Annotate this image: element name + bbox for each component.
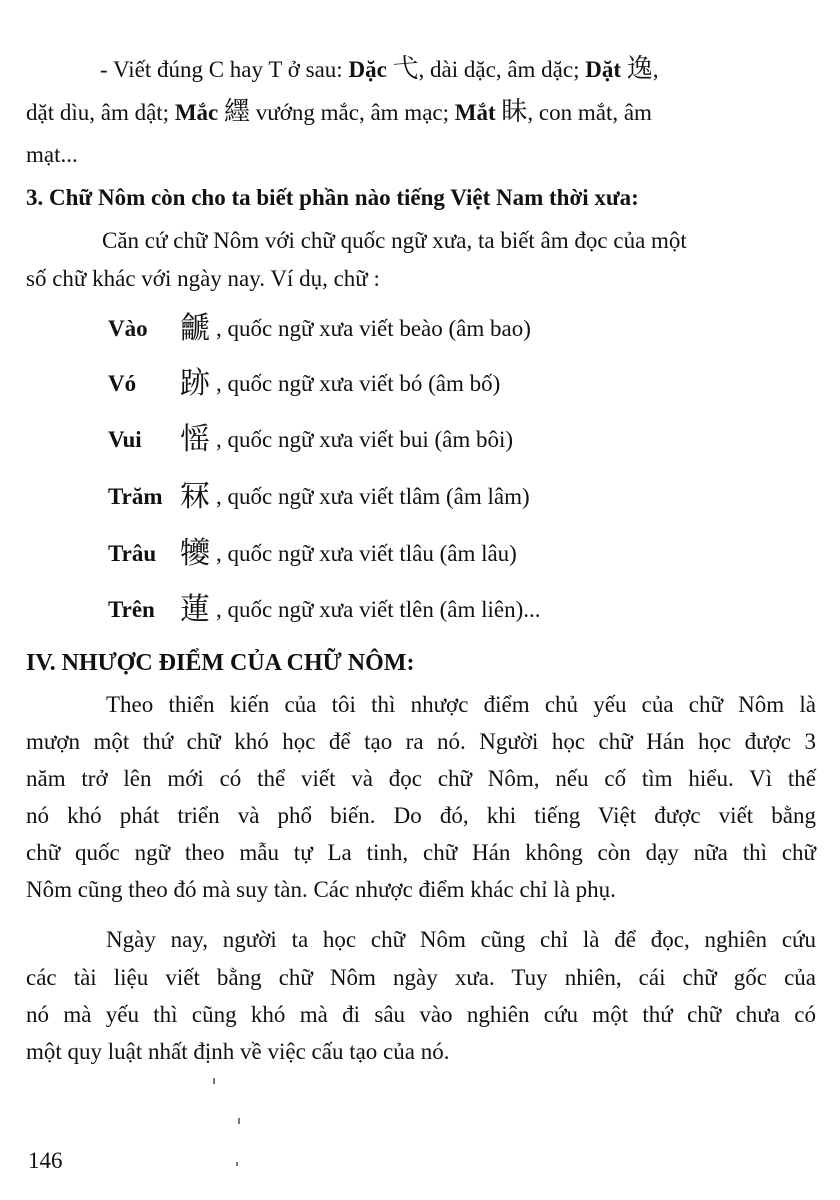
example-han-char: 愮 (180, 422, 210, 457)
section-4-para-1-line: mượn một thứ chữ khó học để tạo ra nó. Người học chữ Hán học được 3 (26, 729, 816, 754)
intro-line-2 (26, 97, 652, 128)
example-row (108, 366, 501, 401)
example-word: Trăm (108, 484, 163, 509)
example-han-char: 犪 (180, 536, 210, 571)
han-char-dac: 弋 (392, 54, 419, 84)
section-3-para-line-1: Căn cứ chữ Nôm với chữ quốc ngữ xưa, ta biết âm đọc của một (102, 228, 687, 253)
intro-line-3 (26, 140, 78, 170)
example-row (108, 479, 530, 514)
example-row (108, 422, 514, 457)
example-text: , quốc ngữ xưa viết bó (âm bố) (216, 371, 501, 396)
example-text: , quốc ngữ xưa viết tlâm (âm lâm) (216, 484, 530, 509)
section-4-para-2-line: Ngày nay, người ta học chữ Nôm cũng chỉ là để đọc, nghiên cứu (106, 927, 816, 952)
example-word: Vào (108, 316, 148, 341)
example-row (108, 592, 541, 627)
han-char-mac: 纆 (224, 97, 251, 127)
scan-speck (236, 1162, 238, 1166)
intro-text-1: , dài dặc, âm dặc; (418, 57, 586, 82)
example-text: , quốc ngữ xưa viết tlên (âm liên)... (216, 597, 541, 622)
word-mac: Mắc (174, 100, 219, 125)
intro-text-6: mạt... (26, 142, 78, 167)
example-word: Vui (108, 427, 142, 452)
section-4-para-2-line: một quy luật nhất định về việc cấu tạo của nó. (26, 1039, 450, 1064)
example-row (108, 536, 517, 571)
section-3-para-line-2: số chữ khác với ngày nay. Ví dụ, chữ : (26, 266, 380, 291)
word-dac: Dặc (348, 57, 387, 82)
scan-speck (213, 1078, 215, 1084)
section-4-para-1-line: năm trở lên mới có thể viết và đọc chữ Nôm, nếu cố tìm hiểu. Vì thế (26, 766, 816, 791)
section-4-para-1-line: Theo thiển kiến của tôi thì nhược điểm chủ yếu của chữ Nôm là (106, 692, 816, 717)
example-han-char: 䶵 (180, 311, 210, 346)
example-row (108, 311, 531, 346)
example-word: Trên (108, 597, 155, 622)
word-mat: Mắt (454, 100, 496, 125)
example-word: Vó (108, 371, 137, 396)
section-3-heading: 3. Chữ Nôm còn cho ta biết phần nào tiếng Việt Nam thời xưa: (26, 185, 639, 210)
section-4-para-2-line: nó mà yếu thì cũng khó mà đi sâu vào nghiên cứu một thứ chữ chưa có (26, 1002, 816, 1027)
example-text: , quốc ngữ xưa viết beào (âm bao) (216, 316, 531, 341)
section-4-heading: IV. NHƯỢC ĐIỂM CỦA CHỮ NÔM: (26, 650, 415, 676)
intro-text-3: dặt dìu, âm dật; (26, 100, 175, 125)
page-number: 146 (28, 1148, 63, 1173)
section-4-para-1-line: Nôm cũng theo đó mà suy tàn. Các nhược điểm khác chỉ là phụ. (26, 877, 616, 902)
intro-text-5: , con mắt, âm (527, 100, 652, 125)
section-4-para-1-line: chữ quốc ngữ theo mẫu tự La tinh, chữ Hán không còn dạy nữa thì chữ (26, 840, 816, 865)
intro-line-1 (100, 54, 659, 85)
example-han-char: 蓮 (180, 592, 210, 627)
example-text: , quốc ngữ xưa viết tlâu (âm lâu) (216, 541, 517, 566)
han-char-dat: 逸 (626, 54, 653, 84)
section-4-para-2-line: các tài liệu viết bằng chữ Nôm ngày xưa. Tuy nhiên, cái chữ gốc của (26, 965, 816, 990)
scan-speck (238, 1118, 240, 1124)
example-word: Trâu (108, 541, 157, 566)
example-han-char: 跡 (180, 366, 210, 401)
section-4-para-1-line: nó khó phát triển và phổ biến. Do đó, khi tiếng Việt được viết bằng (26, 803, 816, 828)
example-text: , quốc ngữ xưa viết bui (âm bôi) (216, 427, 514, 452)
example-han-char: 冧 (180, 479, 210, 514)
intro-text-4: vướng mắc, âm mạc; (250, 100, 455, 125)
word-dat: Dặt (585, 57, 621, 82)
intro-text-2: , (652, 57, 659, 82)
han-char-mat: 眛 (501, 97, 528, 127)
intro-lead-text: - Viết đúng C hay T ở sau: (100, 57, 349, 82)
